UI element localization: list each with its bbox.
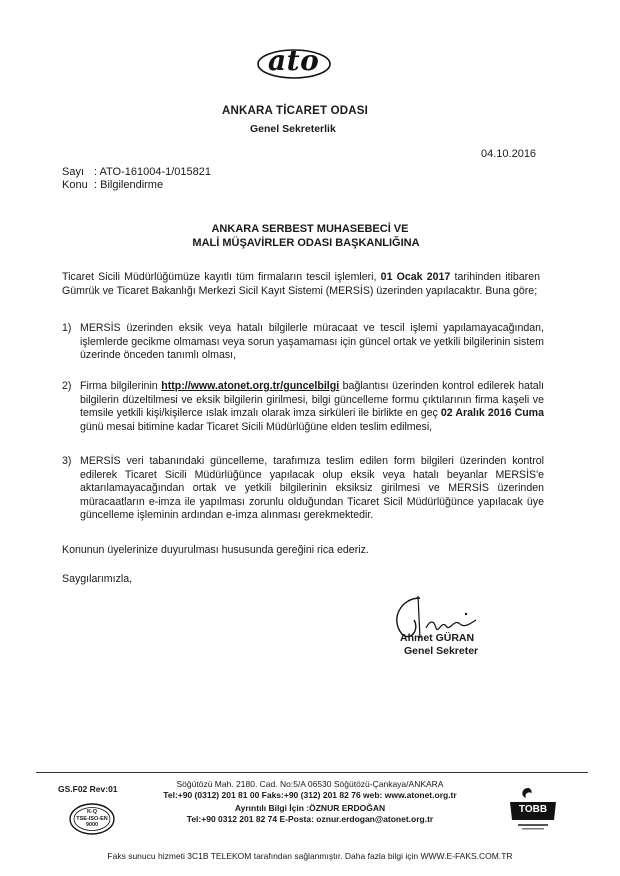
addressee-line-1: ANKARA SERBEST MUHASEBECİ VE [211,223,409,235]
badge-line: TSE-ISO-EN [76,815,108,822]
item2-text-a: Firma bilgilerinin [80,380,162,392]
signatory-title: Genel Sekreter [404,645,479,657]
konu-label: Konu [62,179,88,191]
item-text: MERSİS veri tabanındaki güncelleme, tarafımıza teslim edilen form bilgileri üzerinden kontrol edilerek Ticaret Sicili Müdürlüğünce yapılacak olup eksik veya hatalı beyanlar MERSİS'e aktarılamayacağından ortak ve yetkili bilgilerinin eksiksiz girilmesi ve MERSİS üzerinden müracaatların e-imza ile yapılması zorunlu olduğundan Ticaret Sicil Müdürlüğünce yapılacak üye güncelleme işleminin ardından e-imza alınması gerekmektedir. [80,455,544,522]
kq-quality-badge [68,802,116,836]
ato-logo [254,42,334,82]
closing-paragraph: Konunun üyelerinize duyurulması hususunda gereğini rica ederiz. [62,544,369,556]
footer-divider [36,772,588,773]
guncelbilgi-link[interactable]: http://www.atonet.org.tr/guncelbilgi [161,380,340,392]
deadline-bold: 02 Aralık 2016 Cuma [440,407,544,420]
fax-service-note: Faks sunucu hizmeti 3C1B TELEKOM tarafından sağlanmıştır. Daha fazla bilgi için WWW.E-FAKS.COM.TR [107,851,513,861]
intro-text-a: Ticaret Sicili Müdürlüğümüze kayıtlı tüm firmaların tescil işlemleri, [62,271,381,283]
sayi-value: : ATO-161004-1/015821 [94,166,212,178]
organization-department: Genel Sekreterlik [250,123,336,135]
item2-text-b: bağlantısı üzerinden kontrol edilerek hatalı bilgilerin düzeltilmesi ve eksik bilgilerin girilmesi, bilgi güncelleme formu çıktılarının firma kaşeli ve temsile yetkili kişi/kişilerce ıslak imzalı olarak imza sirküleri ile birlikte en geç [80,380,544,420]
footer-contact: Tel:+90 (0312) 201 81 00 Faks:+90 (312) 201 82 76 web: www.atonet.org.tr [163,790,457,800]
list-item [62,380,544,434]
item-number: 2) [62,380,72,392]
signatory-name: Ahmet GÜRAN [400,632,475,644]
letter-date: 04.10.2016 [481,148,537,160]
item-text [80,380,544,434]
list-item [62,322,544,363]
tobb-label: TOBB [518,804,548,815]
konu-value: : Bilgilendirme [94,179,164,191]
subject-line [62,179,163,191]
logo-text: ato [268,44,320,77]
item-text: MERSİS üzerinden eksik veya hatalı bilgilerle müracaat ve tescil işlemi yapılamayacağından, işlemlerde gecikme olmaması veya sorun yaşamaması için güncel ortak ve yetkili bilgilerinin sistem üzerinde önceden tanımlı olması, [80,322,544,362]
intro-paragraph [62,271,540,298]
footer-info-contact: Tel:+90 0312 201 82 74 E-Posta: oznur.erdogan@atonet.org.tr [186,814,434,824]
reference-number [62,166,211,178]
form-code: GS.F02 Rev:01 [58,784,118,794]
regards-line: Saygılarımızla, [62,573,133,585]
footer-address: Söğütözü Mah. 2180. Cad. No:5/A 06530 Söğütözü-Çankaya/ANKARA [176,779,444,789]
sayi-label: Sayı [62,166,85,178]
list-item [62,455,544,523]
item-number: 3) [62,455,72,467]
badge-line: K-Q [86,809,98,815]
intro-text-b: tarihinden itibaren Gümrük ve Ticaret Bakanlığı Merkezi Sicil Kayıt Sistemi (MERSİS) üzerinden yapılacaktır. Buna göre; [62,271,540,297]
intro-date-bold: 01 Ocak 2017 [380,271,451,283]
item-number: 1) [62,322,72,334]
badge-line: 9000 [85,822,99,828]
tobb-logo [504,786,562,834]
organization-name: ANKARA TİCARET ODASI [222,105,369,117]
addressee-line-2: MALİ MÜŞAVİRLER ODASI BAŞKANLIĞINA [192,237,420,249]
item2-text-c: günü mesai bitimine kadar Ticaret Sicili Müdürlüğüne elden teslim edilmesi, [80,420,433,433]
footer-info: Ayrıntılı Bilgi İçin :ÖZNUR ERDOĞAN [234,803,386,813]
